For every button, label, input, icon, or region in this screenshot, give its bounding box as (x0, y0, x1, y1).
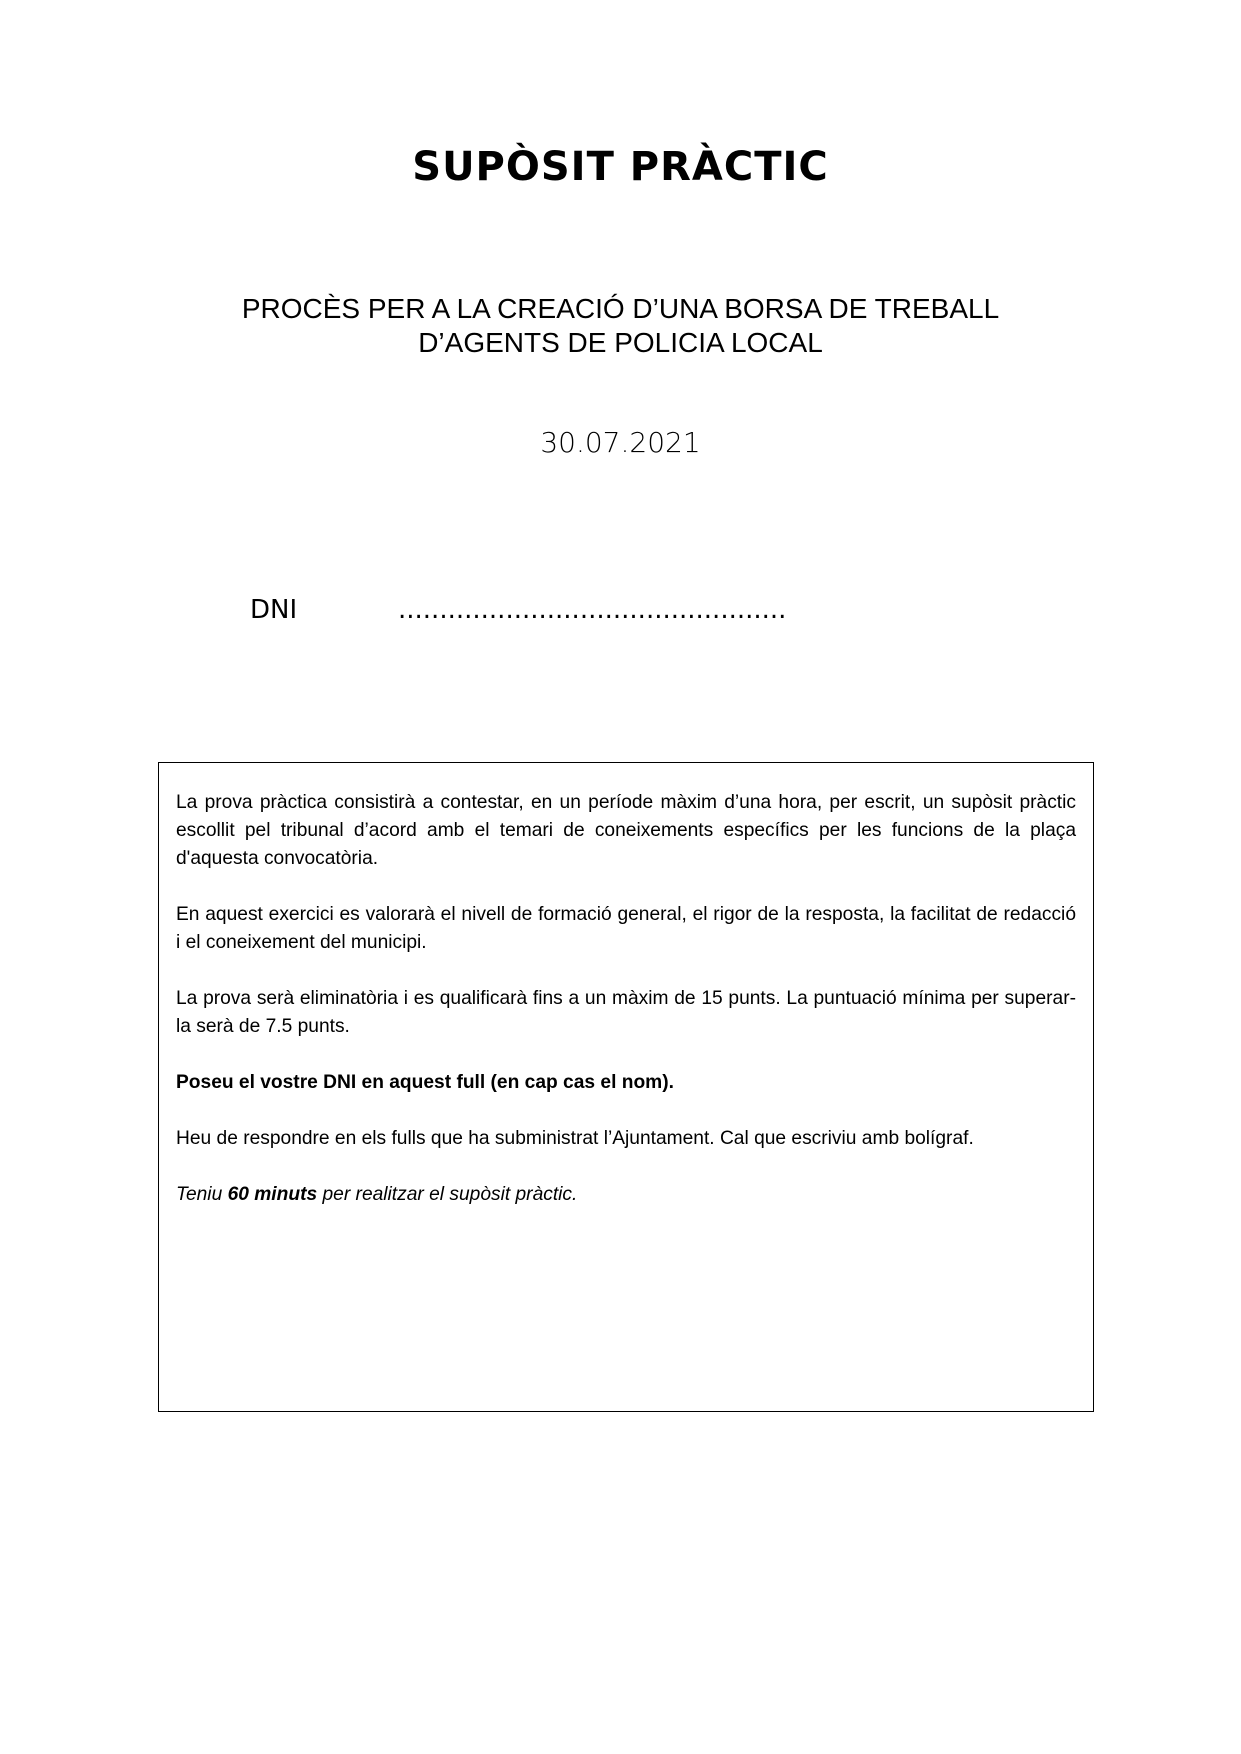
exam-date: 30.07.2021 (540, 426, 701, 459)
instruction-paragraph-3: La prova serà eliminatòria i es qualificarà fins a un màxim de 15 punts. La puntuació mínima per superar-la serà de 7.5 punts. (176, 988, 1076, 1037)
instruction-time-limit (176, 1181, 1076, 1209)
document-subtitle (0, 292, 1241, 360)
instruction-paragraph-4: Poseu el vostre DNI en aquest full (en cap cas el nom). (176, 1072, 674, 1093)
dni-fill-line: ............................................... (398, 595, 787, 625)
instruction-paragraph-5: Heu de respondre en els fulls que ha subministrat l’Ajuntament. Cal que escriviu amb bolígraf. (176, 1128, 974, 1149)
dni-field-row (250, 595, 786, 625)
document-title: SUPÒSIT PRÀCTIC (412, 144, 829, 190)
instruction-paragraph-1: La prova pràctica consistirà a contestar, en un període màxim d’una hora, per escrit, un supòsit pràctic escollit pel tribunal d’acord amb el temari de coneixements específics per les funcions de la plaça d'aquesta convocatòria. (176, 792, 1076, 869)
instructions-box (158, 762, 1094, 1412)
dni-label: DNI (250, 595, 298, 625)
time-limit-prefix: Teniu (176, 1184, 228, 1205)
subtitle-line-1: PROCÈS PER A LA CREACIÓ D’UNA BORSA DE TREBALL (241, 293, 1000, 324)
time-limit-value: 60 minuts (227, 1184, 318, 1205)
instruction-paragraph-2: En aquest exercici es valorarà el nivell de formació general, el rigor de la resposta, la facilitat de redacció i el coneixement del municipi. (176, 904, 1076, 953)
subtitle-line-2: D’AGENTS DE POLICIA LOCAL (418, 327, 823, 358)
time-limit-suffix: per realitzar el supòsit pràctic. (317, 1184, 578, 1205)
